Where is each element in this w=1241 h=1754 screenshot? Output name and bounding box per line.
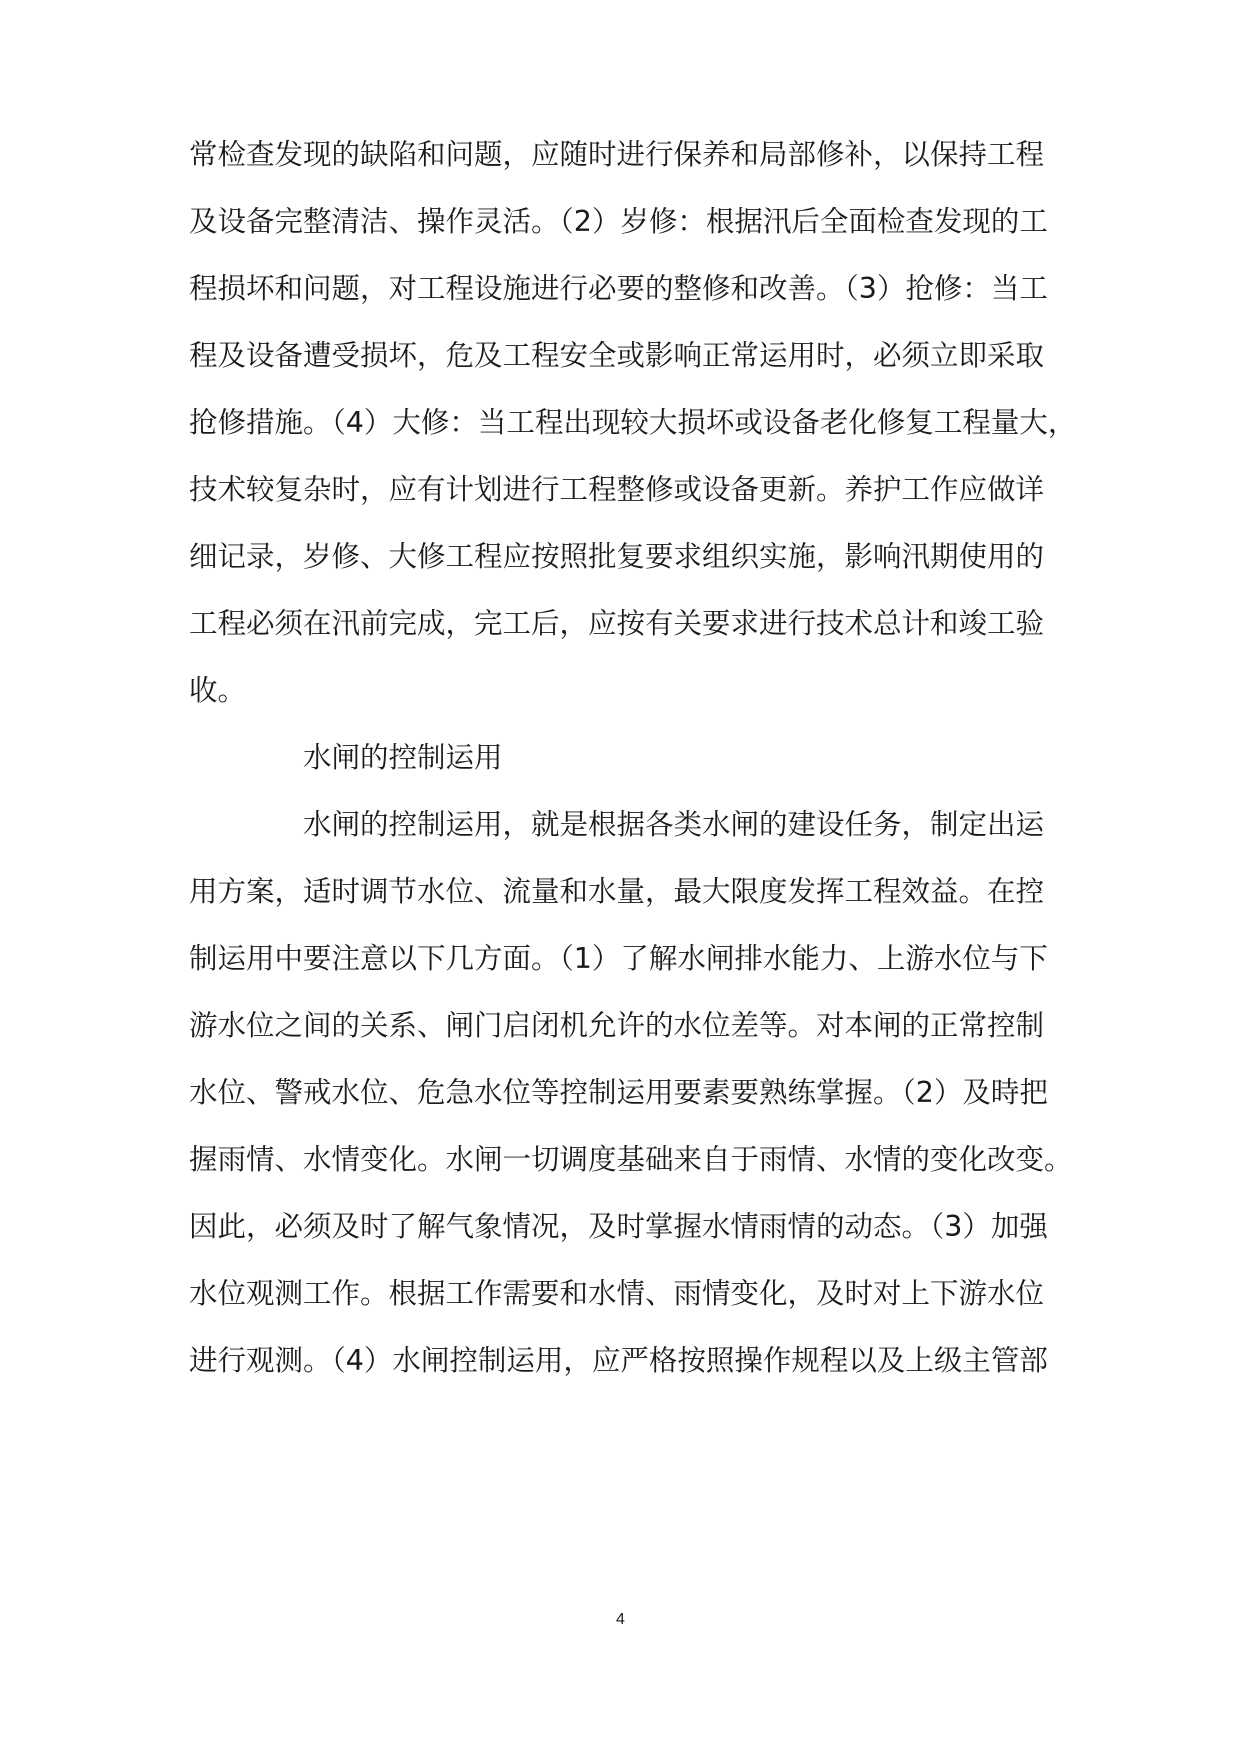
section-heading: 水闸的控制运用 (303, 741, 503, 774)
text-line: 水位观测工作。根据工作需要和水情、雨情变化，及时对上下游水位 (189, 1277, 1045, 1310)
text-line: 细记录，岁修、大修工程应按照批复要求组织实施，影响汛期使用的 (189, 540, 1045, 573)
text-line: 及设备完整清洁、操作灵活。（2）岁修：根据汛后全面检查发现的工 (189, 205, 1048, 238)
text-line: 工程必须在汛前完成，完工后，应按有关要求进行技术总计和竣工验 (189, 607, 1045, 640)
text-line: 收。 (189, 674, 247, 707)
text-line: 程及设备遭受损坏，危及工程安全或影响正常运用时，必须立即采取 (189, 339, 1045, 372)
text-line: 因此，必须及时了解气象情况，及时掌握水情雨情的动态。（3）加强 (189, 1210, 1048, 1243)
text-line: 常检查发现的缺陷和问题，应随时进行保养和局部修补，以保持工程 (189, 138, 1045, 171)
page-number: 4 (616, 1611, 625, 1628)
text-line: 技术较复杂时，应有计划进行工程整修或设备更新。养护工作应做详 (189, 473, 1045, 506)
text-line: 进行观测。（4）水闸控制运用，应严格按照操作规程以及上级主管部 (189, 1344, 1048, 1377)
text-line: 握雨情、水情变化。水闸一切调度基础来自于雨情、水情的变化改变。 (189, 1143, 1073, 1176)
text-line: 游水位之间的关系、闸门启闭机允许的水位差等。对本闸的正常控制 (189, 1009, 1045, 1042)
text-line: 制运用中要注意以下几方面。（1）了解水闸排水能力、上游水位与下 (189, 942, 1048, 975)
text-line: 抢修措施。（4）大修：当工程出现较大损坏或设备老化修复工程量大， (189, 406, 1077, 439)
text-line: 用方案，适时调节水位、流量和水量，最大限度发挥工程效益。在控 (189, 875, 1045, 908)
text-line: 水位、警戒水位、危急水位等控制运用要素要熟练掌握。（2）及時把 (189, 1076, 1048, 1109)
paragraph-first-line: 水闸的控制运用，就是根据各类水闸的建设任务，制定出运 (303, 808, 1045, 841)
text-line: 程损坏和问题，对工程设施进行必要的整修和改善。（3）抢修：当工 (189, 272, 1048, 305)
